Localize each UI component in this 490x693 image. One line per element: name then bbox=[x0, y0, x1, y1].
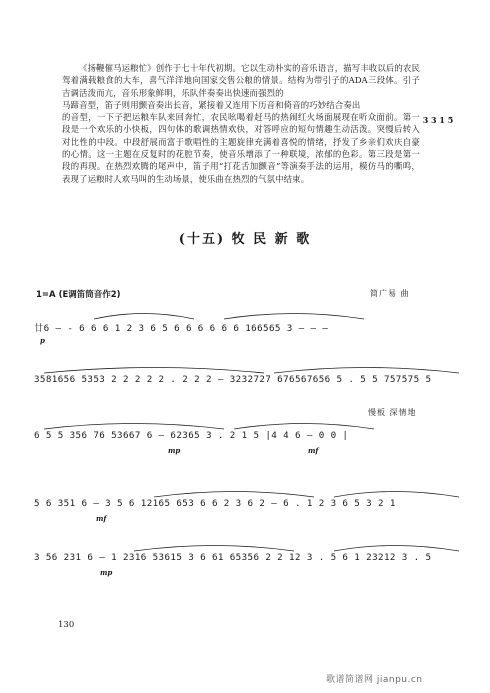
slur-line-5 bbox=[34, 540, 464, 552]
dynamic-mark-2: mp bbox=[168, 446, 181, 455]
slur-line-1 bbox=[34, 308, 464, 320]
score-line-2: 3581656 5353 2 2 2 2 2 . 2 2 2 — 3232727 676567656 5 . 5 5 757575 5 bbox=[34, 374, 432, 385]
dynamic-mark-5: mp bbox=[100, 568, 113, 577]
dynamic-mark-3: mf bbox=[308, 446, 319, 455]
composer-credit: 简广易 曲 bbox=[370, 289, 410, 298]
intro-text-1: 《扬鞭催马运粮忙》创作于七十年代初期。它以生动朴实的音乐语言，描写丰收以后的农民驾着满载粮食的大车，喜气洋洋地向国家交售公粮的情景。结构为带引子的ADA三段体。引子吉调活泼而亢，音乐形象鲜明，乐队伴奏奏出快速而强烈的 bbox=[62, 63, 420, 98]
site-watermark: 歌谱简谱网 jianpu.cn bbox=[326, 675, 423, 685]
score-line-3: 6 5 5 356 76 53667 6 — 62365 3 . 2 1 5 |4 4 6 — 0 0 | bbox=[34, 430, 349, 441]
score-line-5: 3 56 231 6 — 1 2316 53615 3 6 61 65356 2 2 12 3 . 5 6 1 23212 3 . 5 bbox=[34, 552, 432, 563]
intro-text-3: 的音型，一下子把运粮车队来回奔忙，农民吆喝着赶马的热闹红火场面展现在听众面前。第一段是一个欢乐的小快板，四句体的歌调热情欢快，对答呼应的短句情趣生动活泼。突慢后转入对比性的中段。中段舒展而富于歌唱性的主题旋律充满着喜悦的情绪，抒发了乡亲们欢庆自豪的心情。这一主题在反复时的花腔节奏，使音乐增添了一种联境，浓郁的色彩。第三段是第一段的再现。在热烈欢腾的尾声中，笛子用“打花舌加颤音”等演奏手法的运用，模仿马的嘶鸣，表现了运粮时人欢马叫的生动场景，使乐曲在热烈的气氛中结束。 bbox=[62, 112, 420, 184]
score-line-4: 5 6 351 6 — 3 5 6 12165 653 6 6 2 3 6 2 — 6 . 1 2 3 6 5 3 2 1 bbox=[34, 498, 396, 509]
score-line-1: 廿6 — - 6 6 6 1 2 3 6 5 6 6 6 6 6 6 166565 3 — — — bbox=[34, 323, 329, 334]
slur-line-3 bbox=[34, 418, 464, 430]
dynamic-mark-4: mf bbox=[96, 514, 107, 523]
margin-notation: 3 3 1 5 bbox=[422, 115, 454, 125]
dynamic-mark-1: p bbox=[40, 336, 45, 345]
page-number: 130 bbox=[58, 620, 75, 630]
slur-line-2 bbox=[34, 362, 464, 374]
key-signature: 1=A (E调笛筒音作2) bbox=[36, 290, 121, 300]
intro-paragraph bbox=[62, 62, 420, 185]
slur-line-4 bbox=[34, 486, 464, 498]
intro-text-2: 马蹄音型，笛子则用颤音奏出长音，紧接着又连用下历音和倚音的巧妙结合奏出 bbox=[62, 99, 361, 110]
tempo-marking: 慢板 深情地 bbox=[368, 408, 417, 417]
section-title: (十五) 牧 民 新 歌 bbox=[178, 232, 312, 247]
